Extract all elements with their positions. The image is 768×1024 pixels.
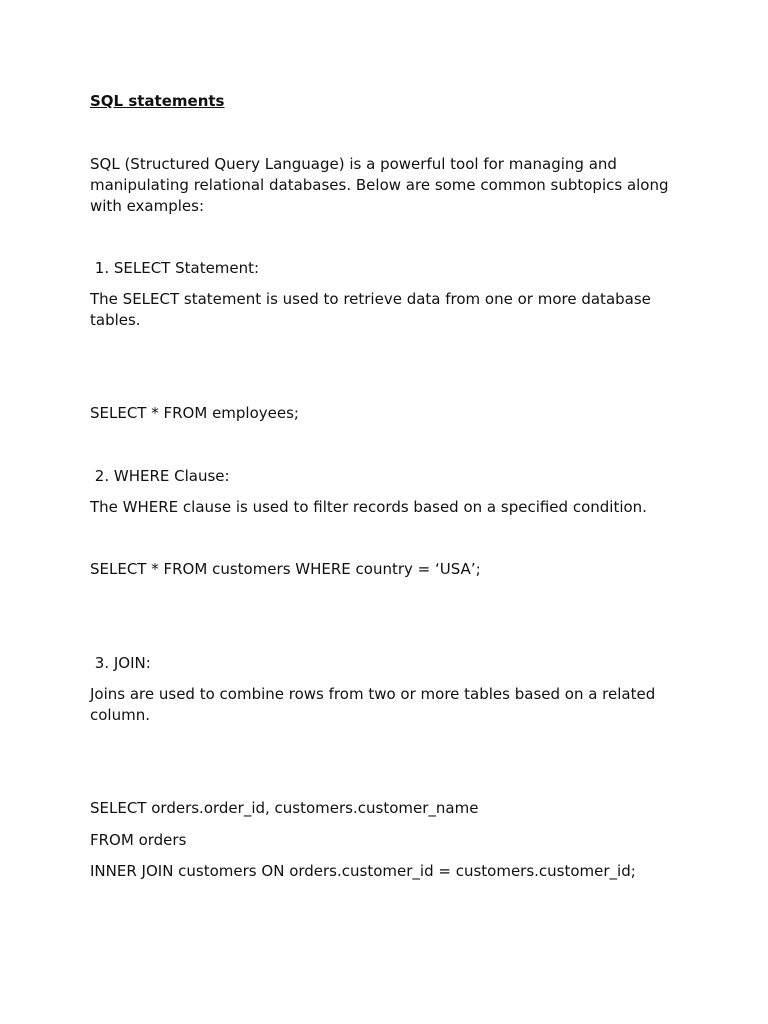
code-line-join-2: FROM orders [90, 831, 187, 849]
code-line-where: SELECT * FROM customers WHERE country = ‘USA’; [90, 560, 481, 578]
section-heading-join: 3. JOIN: [90, 654, 151, 672]
section-heading-where: 2. WHERE Clause: [90, 467, 230, 485]
code-line-select: SELECT * FROM employees; [90, 404, 299, 422]
code-line-join-3: INNER JOIN customers ON orders.customer_id = customers.customer_id; [90, 862, 636, 880]
section-description-select: The SELECT statement is used to retrieve data from one or more database tables. [90, 290, 656, 329]
section-heading-select: 1. SELECT Statement: [90, 259, 260, 277]
section-description-join: Joins are used to combine rows from two or more tables based on a related column. [90, 685, 661, 724]
section-description-where: The WHERE clause is used to filter records based on a specified condition. [90, 498, 647, 516]
code-line-join-1: SELECT orders.order_id, customers.customer_name [90, 799, 479, 817]
document-title: SQL statements [90, 92, 225, 110]
intro-paragraph: SQL (Structured Query Language) is a powerful tool for managing and manipulating relational databases. Below are some common subtopics along with examples: [90, 155, 674, 215]
